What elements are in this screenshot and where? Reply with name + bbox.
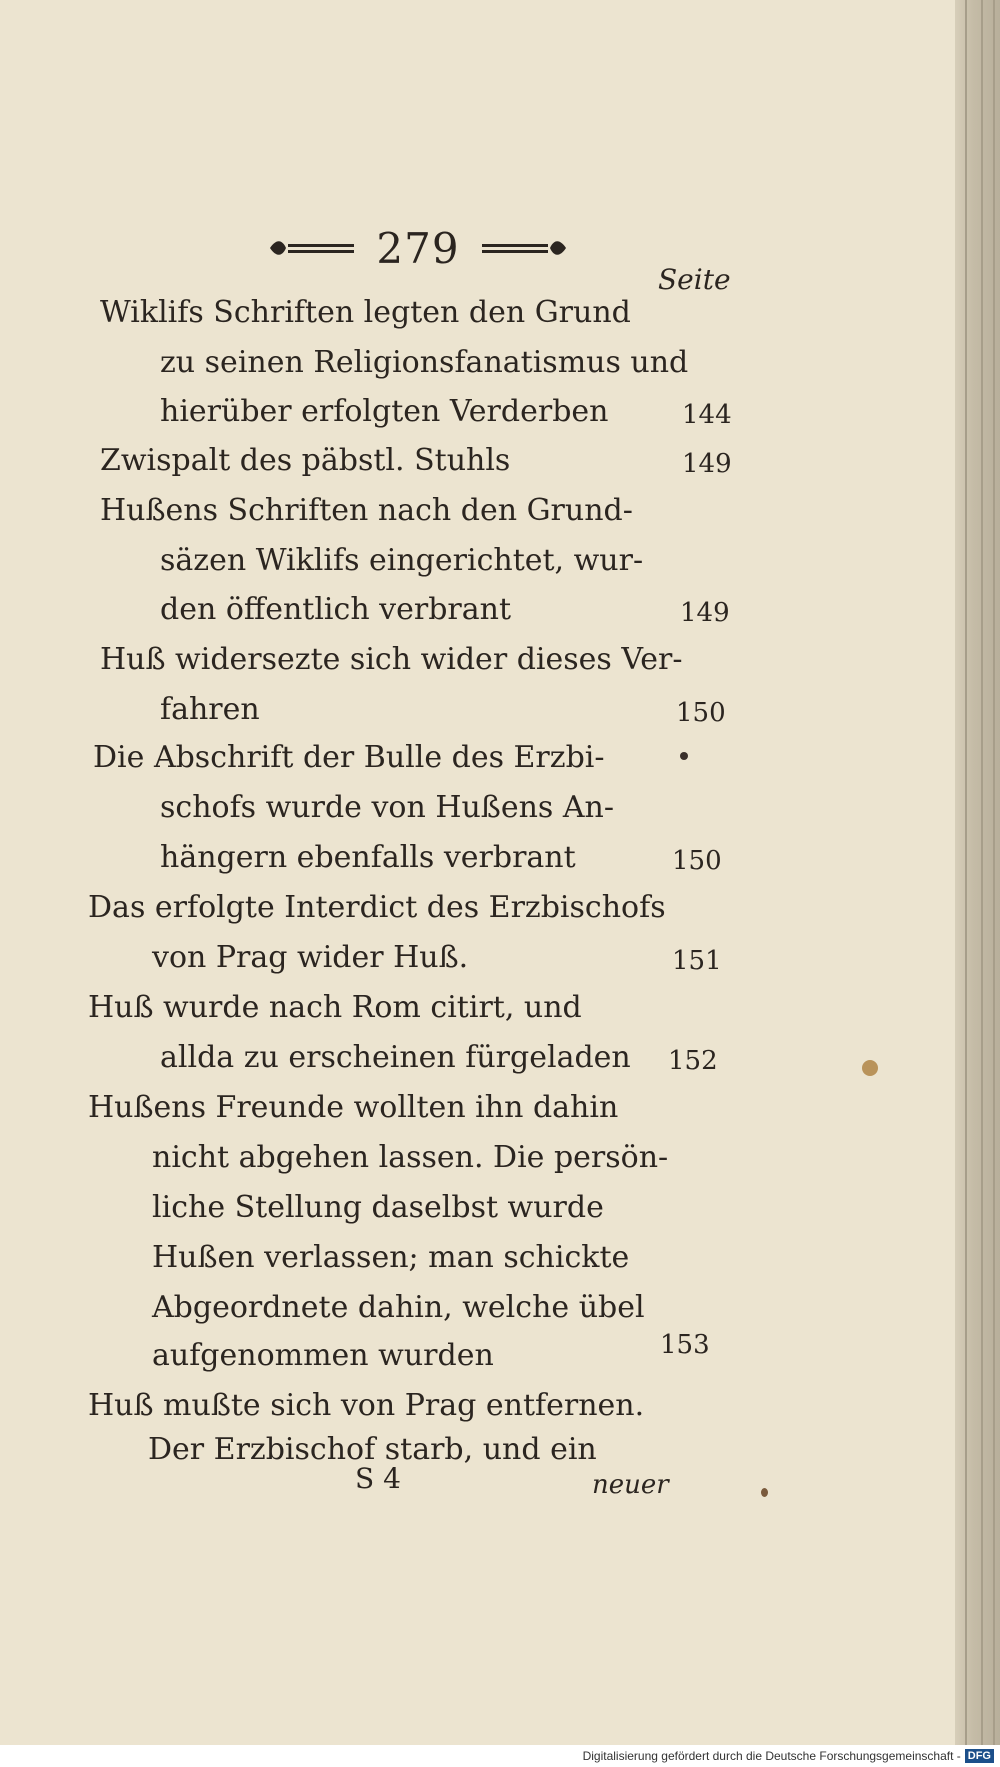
entry-line: Hußen verlassen; man schickte [152, 1240, 630, 1275]
entry-page-number: 153 [660, 1330, 710, 1360]
entry-line: Der Erzbischof starb, und ein [148, 1432, 597, 1467]
entry-line: Hußens Freunde wollten ihn dahin [88, 1090, 619, 1125]
signature-mark: S 4 [355, 1462, 401, 1495]
entry-line: Abgeordnete dahin, welche übel [152, 1290, 645, 1325]
page-edge-line [981, 0, 983, 1745]
entry-line: Huß mußte sich von Prag entfernen. [88, 1388, 645, 1423]
entry-line: den öffentlich verbrant [160, 592, 512, 627]
page-number: 279 [376, 223, 460, 273]
paper-stain [761, 1488, 768, 1497]
entry-page-number: 152 [668, 1046, 718, 1076]
page-header [268, 223, 568, 273]
entry-line: Huß widersezte sich wider dieses Ver- [100, 642, 683, 677]
entry-page-number: 151 [672, 946, 722, 976]
paper-stain [680, 752, 688, 760]
entry-line: liche Stellung daselbst wurde [152, 1190, 604, 1225]
entry-line: zu seinen Religionsfanatismus und [160, 345, 689, 380]
entry-line: Die Abschrift der Bulle des Erzbi- [93, 740, 605, 775]
footer-bar [0, 1745, 1000, 1767]
entry-page-number: 150 [676, 698, 726, 728]
entry-line: aufgenommen wurden [152, 1338, 494, 1373]
entry-line: Hußens Schriften nach den Grund- [100, 493, 633, 528]
column-heading: Seite [658, 263, 731, 296]
entry-line: Das erfolgte Interdict des Erzbischofs [88, 890, 666, 925]
entry-line: nicht abgehen lassen. Die persön- [152, 1140, 669, 1175]
page-edge-line [965, 0, 967, 1745]
page-edge [955, 0, 1000, 1745]
catchword: neuer [592, 1470, 669, 1500]
entry-line: von Prag wider Huß. [152, 940, 469, 975]
dfg-logo-icon: DFG [965, 1749, 994, 1763]
left-ornament-icon [268, 235, 358, 261]
entry-page-number: 144 [682, 400, 732, 430]
page-edge-line [993, 0, 995, 1745]
entry-page-number: 150 [672, 846, 722, 876]
entry-line: Zwispalt des päbstl. Stuhls [100, 443, 511, 478]
entry-line: schofs wurde von Hußens An- [160, 790, 614, 825]
entry-page-number: 149 [680, 598, 730, 628]
entry-line: fahren [160, 692, 260, 727]
entry-line: allda zu erscheinen fürgeladen [160, 1040, 631, 1075]
entry-line: hängern ebenfalls verbrant [160, 840, 576, 875]
entry-line: Huß wurde nach Rom citirt, und [88, 990, 582, 1025]
entry-line: Wiklifs Schriften legten den Grund [100, 295, 631, 330]
right-ornament-icon [478, 235, 568, 261]
paper-stain [862, 1060, 878, 1076]
entry-line: säzen Wiklifs eingerichtet, wur- [160, 543, 644, 578]
entry-page-number: 149 [682, 449, 732, 479]
entry-line: hierüber erfolgten Verderben [160, 394, 609, 429]
footer-credit-text: Digitalisierung gefördert durch die Deutsche Forschungsgemeinschaft - [582, 1749, 961, 1763]
